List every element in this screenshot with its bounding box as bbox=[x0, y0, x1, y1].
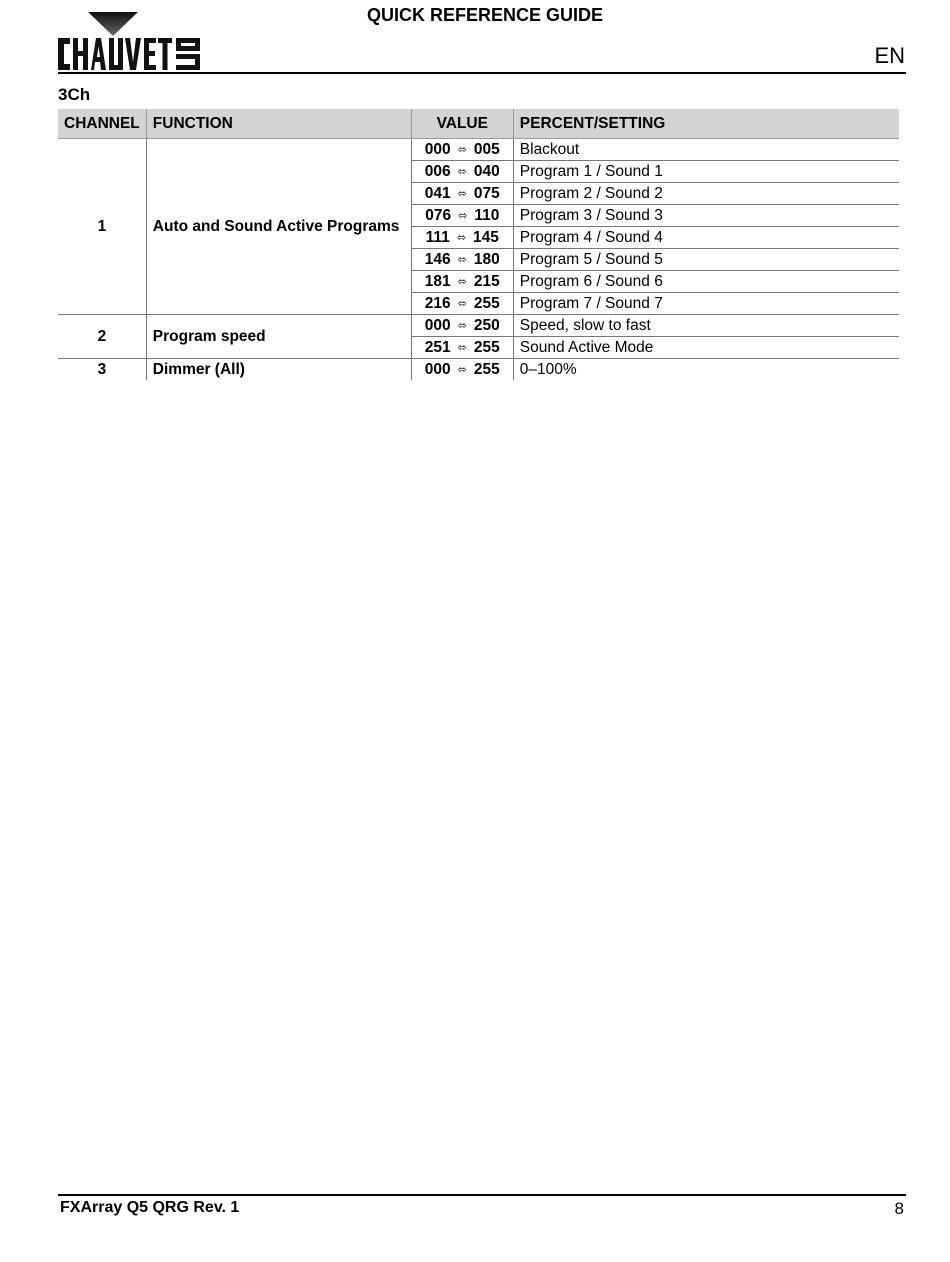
percent-setting: Program 4 / Sound 4 bbox=[513, 227, 899, 249]
range-arrow-icon: ⬄ bbox=[457, 253, 467, 266]
page-number: 8 bbox=[894, 1199, 904, 1218]
channel-number: 1 bbox=[58, 139, 146, 315]
value-from: 000 bbox=[424, 360, 451, 378]
range-arrow-icon: ⬄ bbox=[457, 297, 467, 310]
value-from: 076 bbox=[425, 206, 452, 224]
percent-setting: Sound Active Mode bbox=[513, 337, 899, 359]
language-code: EN bbox=[874, 43, 905, 68]
table-row bbox=[58, 315, 899, 337]
table-row bbox=[58, 359, 899, 381]
value-range bbox=[411, 249, 513, 271]
range-arrow-icon: ⬄ bbox=[457, 363, 467, 376]
value-from: 000 bbox=[424, 140, 451, 158]
value-range bbox=[411, 315, 513, 337]
channel-number: 3 bbox=[97, 360, 107, 378]
footer-rule bbox=[58, 1194, 906, 1196]
percent-setting: Program 2 / Sound 2 bbox=[513, 183, 899, 205]
value-from: 006 bbox=[424, 162, 451, 180]
value-from: 181 bbox=[424, 272, 451, 290]
range-arrow-icon: ⬄ bbox=[457, 275, 467, 288]
value-range bbox=[411, 205, 513, 227]
percent-setting: Speed, slow to fast bbox=[513, 315, 899, 337]
range-arrow-icon: ⬄ bbox=[457, 165, 467, 178]
value-to: 255 bbox=[473, 360, 500, 378]
table-header-row bbox=[58, 109, 899, 139]
table-body bbox=[58, 139, 899, 381]
value-from: 111 bbox=[425, 228, 450, 246]
value-to: 040 bbox=[473, 162, 500, 180]
header-percent-setting: PERCENT/SETTING bbox=[513, 109, 899, 139]
percent-setting: Program 5 / Sound 5 bbox=[513, 249, 899, 271]
value-to: 145 bbox=[473, 228, 499, 246]
percent-setting: Program 3 / Sound 3 bbox=[513, 205, 899, 227]
channel-function: Program speed bbox=[146, 315, 411, 359]
document-title: QUICK REFERENCE GUIDE bbox=[366, 5, 604, 25]
value-to: 180 bbox=[473, 250, 500, 268]
channel-function: Auto and Sound Active Programs bbox=[146, 139, 411, 315]
value-range bbox=[411, 227, 513, 249]
value-range bbox=[411, 293, 513, 315]
value-to: 255 bbox=[473, 338, 500, 356]
percent-setting: Program 6 / Sound 6 bbox=[513, 271, 899, 293]
value-to: 255 bbox=[473, 294, 500, 312]
value-range bbox=[411, 161, 513, 183]
value-from: 146 bbox=[424, 250, 451, 268]
percent-setting: Program 1 / Sound 1 bbox=[513, 161, 899, 183]
value-to: 250 bbox=[473, 316, 500, 334]
value-range bbox=[411, 183, 513, 205]
range-arrow-icon: ⬄ bbox=[457, 341, 467, 354]
header-value: VALUE bbox=[411, 109, 513, 139]
value-to: 215 bbox=[473, 272, 500, 290]
percent-setting: 0–100% bbox=[513, 359, 899, 381]
chauvet-logo-icon bbox=[58, 10, 203, 72]
header-function: FUNCTION bbox=[146, 109, 411, 139]
value-from: 251 bbox=[424, 338, 451, 356]
value-to: 075 bbox=[473, 184, 500, 202]
value-range bbox=[411, 271, 513, 293]
value-from: 216 bbox=[424, 294, 451, 312]
dmx-channel-table bbox=[58, 109, 899, 380]
range-arrow-icon: ⬄ bbox=[457, 319, 467, 332]
section-title: 3Ch bbox=[58, 85, 91, 104]
header-rule bbox=[58, 72, 906, 74]
channel-function: Dimmer (All) bbox=[146, 359, 411, 381]
table-row bbox=[58, 139, 899, 161]
value-to: 005 bbox=[473, 140, 500, 158]
range-arrow-icon: ⬄ bbox=[457, 187, 467, 200]
range-arrow-icon: ⬄ bbox=[458, 209, 468, 222]
range-arrow-icon: ⬄ bbox=[457, 143, 467, 156]
value-from: 041 bbox=[424, 184, 451, 202]
value-range bbox=[411, 337, 513, 359]
chauvet-dj-logo bbox=[58, 10, 203, 77]
value-to: 110 bbox=[474, 206, 500, 224]
value-from: 000 bbox=[424, 316, 451, 334]
footer-document-name: FXArray Q5 QRG Rev. 1 bbox=[60, 1199, 240, 1216]
header-channel: CHANNEL bbox=[58, 109, 146, 139]
range-arrow-icon: ⬄ bbox=[456, 231, 467, 244]
channel-number: 2 bbox=[58, 315, 146, 359]
percent-setting: Program 7 / Sound 7 bbox=[513, 293, 899, 315]
value-range bbox=[411, 139, 513, 161]
percent-setting: Blackout bbox=[513, 139, 899, 161]
value-range bbox=[411, 359, 513, 381]
